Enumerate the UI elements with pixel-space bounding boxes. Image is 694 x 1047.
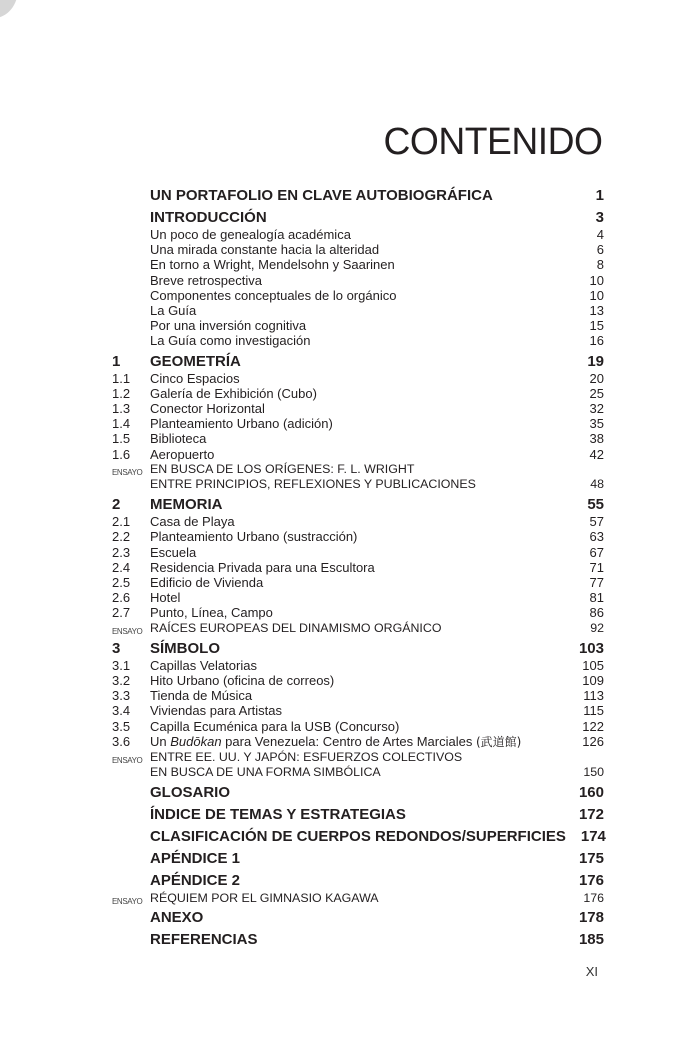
toc-entry[interactable] <box>112 186 604 205</box>
toc-essay[interactable]: ENSAYO ENTRE EE. UU. Y JAPÓN: ESFUERZOS COLECTIVOS <box>112 750 604 765</box>
chapter-number: 1 <box>112 352 121 370</box>
item-number: 3.1 <box>112 657 131 673</box>
toc-page: 115 <box>583 703 604 719</box>
toc-label: Punto, Línea, Campo <box>150 605 273 621</box>
toc-item[interactable] <box>112 545 604 560</box>
item-number: 1.5 <box>112 431 131 447</box>
intro-subitems <box>112 227 604 349</box>
toc-page: 35 <box>589 416 604 432</box>
toc-item[interactable] <box>112 242 604 257</box>
toc-item[interactable] <box>112 703 604 718</box>
toc-chapter[interactable]: 2 MEMORIA 55 <box>112 496 604 514</box>
page-corner-shape <box>0 0 18 18</box>
toc-page: 4 <box>596 227 604 242</box>
toc-label: Viviendas para Artistas <box>150 703 282 719</box>
toc-page: 20 <box>589 370 604 386</box>
toc-label: Breve retrospectiva <box>150 272 262 288</box>
toc-page: 10 <box>589 287 604 303</box>
toc-label: REFERENCIAS <box>150 931 258 949</box>
item-number: 2.4 <box>112 559 131 575</box>
toc-section[interactable] <box>112 872 604 891</box>
toc-item[interactable] <box>112 575 604 590</box>
toc-essay[interactable]: ENSAYO RÉQUIEM POR EL GIMNASIO KAGAWA 176 <box>112 891 604 906</box>
toc-page: 172 <box>578 806 604 823</box>
toc-item[interactable] <box>112 273 604 288</box>
toc-section[interactable] <box>112 828 604 847</box>
toc-page: 38 <box>589 431 604 447</box>
toc-page: 25 <box>589 385 604 401</box>
toc-page: 42 <box>589 446 604 462</box>
toc-page: 16 <box>589 333 604 349</box>
toc-essay-cont[interactable]: ENTRE PRINCIPIOS, REFLEXIONES Y PUBLICACIONES 48 <box>150 477 604 492</box>
toc-label: UN PORTAFOLIO EN CLAVE AUTOBIOGRÁFICA <box>150 187 493 204</box>
toc-item[interactable] <box>112 447 604 462</box>
toc-page: 122 <box>582 718 604 734</box>
toc-label: Edificio de Vivienda <box>150 575 264 591</box>
toc-item[interactable] <box>112 673 604 688</box>
item-number: 1.6 <box>112 446 131 462</box>
toc-item[interactable] <box>112 560 604 575</box>
toc-item[interactable] <box>112 386 604 401</box>
toc-label: Hito Urbano (oficina de correos) <box>150 673 335 689</box>
toc-label: CLASIFICACIÓN DE CUERPOS REDONDOS/SUPERFICIES <box>150 828 566 845</box>
toc-label: ANEXO <box>150 909 204 927</box>
toc-item[interactable] <box>112 318 604 333</box>
toc-item[interactable] <box>112 605 604 620</box>
toc-label: Capillas Velatorias <box>150 657 257 673</box>
toc-item[interactable] <box>112 658 604 673</box>
toc-page: 13 <box>589 303 604 319</box>
toc-label: Hotel <box>150 590 181 606</box>
toc-item[interactable] <box>112 514 604 529</box>
toc-page: 178 <box>578 909 604 927</box>
toc-item[interactable] <box>112 288 604 303</box>
toc-label: Conector Horizontal <box>150 401 265 417</box>
toc-page: 81 <box>589 590 604 606</box>
toc-page: 113 <box>583 688 604 704</box>
toc-label: La Guía <box>150 303 197 319</box>
toc-item[interactable] <box>112 257 604 272</box>
toc-page: 57 <box>589 514 604 530</box>
toc-item[interactable] <box>112 719 604 734</box>
item-number: 1.1 <box>112 370 131 386</box>
toc-item[interactable] <box>112 590 604 605</box>
toc-label: GLOSARIO <box>150 784 231 801</box>
ensayo-tag: ENSAYO <box>112 467 143 477</box>
toc-page: 174 <box>580 828 606 845</box>
ensayo-tag: ENSAYO <box>112 626 143 636</box>
toc-page: 109 <box>582 673 604 689</box>
toc-label: Galería de Exhibición (Cubo) <box>150 385 317 401</box>
item-number: 2.7 <box>112 605 131 621</box>
toc-label: APÉNDICE 2 <box>150 872 241 889</box>
toc-label: Casa de Playa <box>150 514 235 530</box>
toc-section[interactable] <box>112 784 604 803</box>
item-number: 3.2 <box>112 673 131 689</box>
toc-label: Escuela <box>150 544 197 560</box>
item-number: 1.4 <box>112 416 131 432</box>
toc-page: 185 <box>578 931 604 949</box>
toc-label: APÉNDICE 1 <box>150 850 241 867</box>
table-of-contents <box>112 186 604 950</box>
item-number: 3.5 <box>112 718 131 734</box>
toc-item[interactable] <box>112 431 604 446</box>
toc-page: 77 <box>589 575 604 591</box>
toc-label: Una mirada constante hacia la alteridad <box>150 242 380 258</box>
toc-section[interactable] <box>112 931 604 950</box>
toc-item[interactable] <box>112 227 604 242</box>
toc-label: En torno a Wright, Mendelsohn y Saarinen <box>150 257 395 273</box>
toc-page: 15 <box>589 318 604 334</box>
toc-essay[interactable]: ENSAYO EN BUSCA DE LOS ORÍGENES: F. L. WRIGHT <box>112 462 604 477</box>
toc-item[interactable] <box>112 416 604 431</box>
toc-item[interactable] <box>112 401 604 416</box>
item-number: 3.3 <box>112 688 131 704</box>
toc-page: 32 <box>589 401 604 417</box>
toc-label: Residencia Privada para una Escultora <box>150 559 375 575</box>
toc-page: 176 <box>578 872 604 889</box>
toc-label: La Guía como investigación <box>150 333 311 349</box>
toc-page: 71 <box>589 559 604 575</box>
toc-label: ÍNDICE DE TEMAS Y ESTRATEGIAS <box>150 806 406 823</box>
toc-chapter[interactable]: 1 GEOMETRÍA 19 <box>112 352 604 370</box>
toc-item[interactable] <box>112 371 604 386</box>
toc-page: 175 <box>578 850 604 867</box>
toc-page: 86 <box>589 605 604 621</box>
ensayo-tag: ENSAYO <box>112 756 143 766</box>
toc-item[interactable] <box>112 529 604 544</box>
toc-page: 160 <box>578 784 604 801</box>
item-number: 1.3 <box>112 401 131 417</box>
item-number: 2.1 <box>112 514 131 530</box>
toc-chapter[interactable]: 3 SÍMBOLO 103 <box>112 639 604 657</box>
item-number: 2.3 <box>112 544 131 560</box>
toc-page: 1 <box>595 187 604 204</box>
toc-essay[interactable]: ENSAYO RAÍCES EUROPEAS DEL DINAMISMO ORGÁNICO 92 <box>112 621 604 636</box>
toc-label: Aeropuerto <box>150 446 215 462</box>
ensayo-tag: ENSAYO <box>112 896 143 906</box>
toc-label: Planteamiento Urbano (sustracción) <box>150 529 358 545</box>
toc-item[interactable]: 3.6 Un Budōkan para Venezuela: Centro de Artes Marciales (武道館) 126 <box>112 733 604 749</box>
toc-page: 67 <box>589 544 604 560</box>
toc-page: 63 <box>589 529 604 545</box>
item-number: 1.2 <box>112 385 131 401</box>
toc-label: Por una inversión cognitiva <box>150 318 307 334</box>
item-number: 2.2 <box>112 529 131 545</box>
item-number: 2.5 <box>112 575 131 591</box>
toc-label: Cinco Espacios <box>150 370 240 386</box>
toc-page: 8 <box>596 257 604 273</box>
toc-page: 6 <box>596 242 604 258</box>
toc-label: Biblioteca <box>150 431 207 447</box>
toc-item[interactable] <box>112 688 604 703</box>
toc-page: 10 <box>589 272 604 288</box>
toc-page: 105 <box>582 657 604 673</box>
toc-section[interactable] <box>112 850 604 869</box>
item-number: 2.6 <box>112 590 131 606</box>
toc-label: Capilla Ecuménica para la USB (Concurso) <box>150 718 400 734</box>
toc-label: Un poco de genealogía académica <box>150 227 351 242</box>
toc-label: Tienda de Música <box>150 688 253 704</box>
page-number: XI <box>585 964 598 979</box>
item-number: 3.4 <box>112 703 131 719</box>
toc-item[interactable] <box>112 303 604 318</box>
page-title: CONTENIDO <box>382 121 602 164</box>
toc-item[interactable] <box>112 333 604 348</box>
toc-section[interactable] <box>112 909 604 928</box>
toc-entry[interactable]: INTRODUCCIÓN 3 <box>150 209 604 226</box>
toc-essay-cont[interactable]: EN BUSCA DE UNA FORMA SIMBÓLICA 150 <box>150 765 604 780</box>
toc-section[interactable] <box>112 806 604 825</box>
toc-label: Planteamiento Urbano (adición) <box>150 416 333 432</box>
toc-label: Componentes conceptuales de lo orgánico <box>150 287 397 303</box>
